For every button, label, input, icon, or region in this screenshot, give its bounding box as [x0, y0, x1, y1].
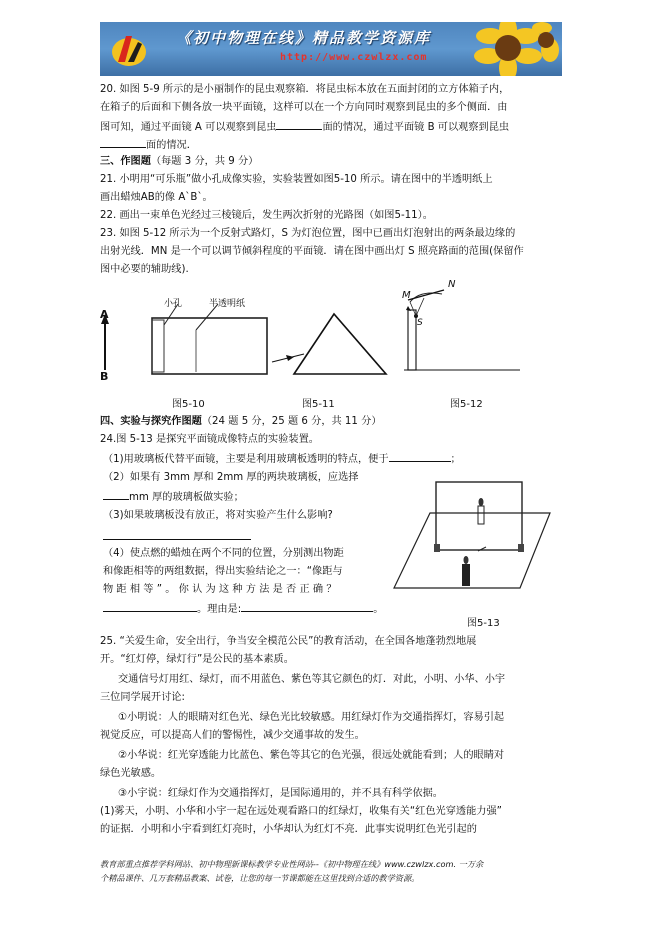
- q23-line3: 图中必要的辅助线).: [100, 264, 189, 275]
- fig511-caption: 图5-11: [302, 399, 335, 410]
- q24-part3-answer: [103, 527, 251, 547]
- q24-part1-text: （1)用玻璃板代替平面镜，主要是利用玻璃板透明的特点，便于: [103, 454, 389, 465]
- q24-part1: （1)用玻璃板代替平面镜，主要是利用玻璃板透明的特点，便于 ；: [103, 449, 461, 469]
- fig512-caption: 图5-12: [450, 399, 483, 410]
- q20-line4-text: 面的情况．: [146, 140, 197, 151]
- banner-title: 《初中物理在线》精品教学资源库: [176, 29, 432, 47]
- q24-part4e-text: 。: [373, 604, 384, 615]
- fig510-label-paper: 半透明纸: [209, 299, 246, 309]
- fig510-label-a: A: [100, 308, 109, 321]
- q24-part4-blank-reason[interactable]: [241, 599, 373, 612]
- footer-line1: 教育部重点推荐学科网站、初中物理新课标教学专业性网站--《初中物理在线》www.czwlzx.com. 一万余: [100, 859, 484, 869]
- q25-line2: 开。“红灯停，绿灯行”是公民的基本素质。: [100, 654, 294, 665]
- fig510-caption: 图5-10: [172, 399, 205, 410]
- q24-part2a: （2）如果有 3mm 厚和 2mm 厚的两块玻璃板，应选择: [103, 472, 359, 483]
- fig513-caption: 图5-13: [467, 618, 500, 629]
- q25-line11: 的证据．小明和小宇看到红灯亮时，小华却认为红灯不亮．此事实说明红色光引起的: [100, 824, 477, 835]
- q23-line1: 23. 如图 5-12 所示为一个反射式路灯，S 为灯泡位置，图中已画出灯泡射出的两条最边缘的: [100, 228, 516, 239]
- q24-part3-blank[interactable]: [103, 527, 251, 540]
- q24-part4b: 和像距相等的两组数据，得出实验结论之一：“像距与: [103, 566, 343, 577]
- fig510-label-hole: 小孔: [164, 299, 183, 309]
- sunflower-icon: [438, 22, 558, 76]
- q24-part2-blank[interactable]: [103, 487, 129, 500]
- q25-line3: 交通信号灯用红、绿灯，而不用蓝色、紫色等其它颜色的灯．对此，小明、小华、小宇: [118, 674, 506, 685]
- q23-line2: 出射光线．MN 是一个可以调节倾斜程度的平面镜．请在图中画出灯 S 照亮路面的范围(保留作: [100, 246, 524, 257]
- q25-line1: 25. “关爱生命，安全出行，争当安全模范公民”的教育活动，在全国各地蓬勃烈地展: [100, 636, 477, 647]
- q24-part4d: [103, 599, 383, 619]
- q25-line9: ③小宇说：红绿灯作为交通指挥灯，是国际通用的，并不具有科学依据。: [118, 788, 443, 799]
- fig510-label-b: B: [100, 370, 109, 383]
- q24-part1-blank[interactable]: [389, 449, 451, 462]
- fig512-label-s: S: [417, 318, 423, 328]
- q24-part4d-text: 。理由是:: [197, 604, 242, 615]
- q20-answer-a-blank[interactable]: [276, 117, 322, 130]
- q24-part4-blank-judgement[interactable]: [103, 599, 197, 612]
- q24-part2b: [103, 487, 244, 507]
- fig512-label-n: N: [448, 279, 456, 290]
- q25-line4: 三位同学展开讨论:: [100, 692, 185, 703]
- figure-5-12: [394, 280, 520, 390]
- q25-line7: ②小华说：红光穿透能力比蓝色、紫色等其它的色光强，很远处就能看到；人的眼睛对: [118, 750, 505, 761]
- q24-part3: （3)如果玻璃板没有放正，将对实验产生什么影响?: [103, 510, 333, 521]
- q20-line1: 20. 如图 5-9 所示的是小丽制作的昆虫观察箱．将昆虫标本放在五面封闭的立方体箱子内，: [100, 84, 510, 95]
- q20-line3: [100, 117, 509, 137]
- q25-line6: 视觉反应，可以提高人们的警惕性，减少交通事故的发生。: [100, 730, 365, 741]
- figure-5-13: [390, 478, 560, 608]
- q24-part4a: （4）使点燃的蜡烛在两个不同的位置，分别测出物距: [103, 548, 344, 559]
- q20-line2: 在箱子的后面和下侧各放一块平面镜，这样可以在一个方向同时观察到昆虫的多个侧面．由: [100, 102, 508, 113]
- section3-title: 三、作图题: [100, 156, 151, 167]
- figure-5-11: [270, 308, 390, 380]
- q20-answer-b-blank[interactable]: [100, 135, 146, 148]
- header-banner: [100, 22, 562, 76]
- section3-heading: [100, 153, 258, 171]
- q21-line1: 21. 小明用“可乐瓶”做小孔成像实验，实验装置如图5-10 所示。请在图中的半透明纸上: [100, 174, 493, 185]
- q20-line3-a: 图可知，通过平面镜 A 可以观察到昆虫: [100, 122, 277, 133]
- q25-line10: (1)雾天，小明、小华和小宇一起在远处观看路口的红绿灯，收集有关“红色光穿透能力强”: [100, 806, 502, 817]
- q22-line1: 22. 画出一束单色光经过三棱镜后，发生两次折射的光路图（如图5-11）。: [100, 210, 433, 221]
- banner-url[interactable]: http://www.czwlzx.com: [280, 52, 428, 63]
- fig512-label-m: M: [402, 290, 411, 301]
- q25-line5: ①小明说：人的眼睛对红色光、绿色光比较敏感。用红绿灯作为交通指挥灯，容易引起: [118, 712, 505, 723]
- q24-intro: 24.图 5-13 是探究平面镜成像特点的实验装置。: [100, 434, 319, 445]
- q20-line4: [100, 135, 197, 155]
- section3-score: （每题 3 分，共 9 分）: [150, 156, 259, 167]
- section4-score: （24 题 5 分，25 题 6 分，共 11 分）: [201, 416, 382, 427]
- site-logo-icon: [108, 28, 150, 70]
- q24-part4c: 物 距 相 等 ” 。 你 认 为 这 种 方 法 是 否 正 确 ？: [103, 584, 337, 595]
- footer-line2: 个精品课件、几万套精品教案、试卷，让您的每一节课都能在这里找到合适的教学资源。: [100, 873, 420, 883]
- q25-line8: 绿色光敏感。: [100, 768, 162, 779]
- q21-line2: 画出蜡烛AB的像 A`B`。: [100, 192, 213, 203]
- section4-title: 四、实验与探究作图题: [100, 416, 202, 427]
- figure-5-10: [96, 290, 286, 390]
- q24-part2b-text: mm 厚的玻璃板做实验；: [129, 492, 244, 503]
- q20-line3-b: 面的情况，通过平面镜 B 可以观察到昆虫: [322, 122, 510, 133]
- section4-heading: [100, 413, 382, 431]
